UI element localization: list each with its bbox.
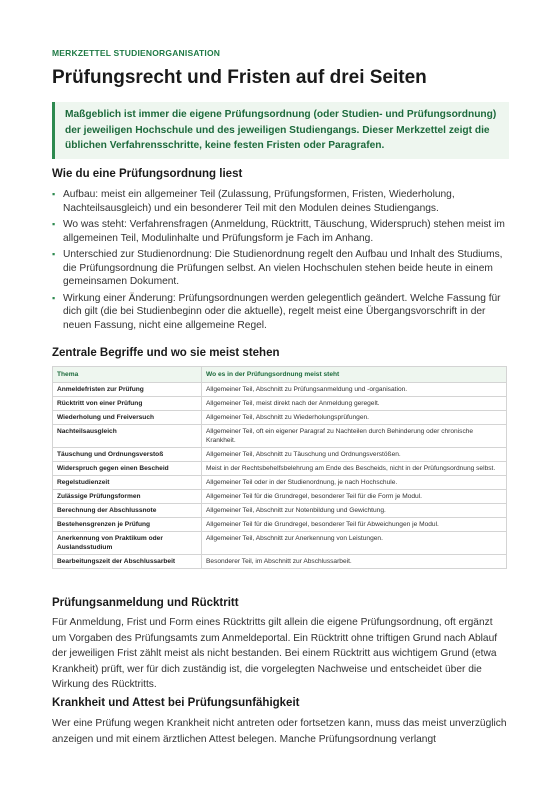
- section-heading-terms: Zentrale Begriffe und wo sie meist stehen: [52, 347, 280, 359]
- bullet-list: [52, 188, 509, 335]
- table-cell-location: Allgemeiner Teil, Abschnitt zu Wiederholungsprüfungen.: [202, 411, 507, 425]
- table-cell-topic: Bearbeitungszeit der Abschlussarbeit: [53, 555, 202, 569]
- table-cell-location: Allgemeiner Teil, Abschnitt zur Notenbildung und Gewichtung.: [202, 504, 507, 518]
- table-row: [53, 411, 507, 425]
- table-cell-topic: Widerspruch gegen einen Bescheid: [53, 462, 202, 476]
- table-row: [53, 462, 507, 476]
- table-cell-topic: Anmeldefristen zur Prüfung: [53, 383, 202, 397]
- paragraph-illness: Wer eine Prüfung wegen Krankheit nicht antreten oder fortsetzen kann, muss das meist unverzüglich anzeigen und mit einem ärztlichen Attest belegen. Manche Prüfungsordnung verlangt: [52, 718, 507, 745]
- table-row: [53, 425, 507, 448]
- table-cell-topic: Regelstudienzeit: [53, 476, 202, 490]
- table-row: [53, 518, 507, 532]
- bullet-icon: ▪: [52, 292, 56, 303]
- table-row: [53, 448, 507, 462]
- section-heading-registration: Prüfungsanmeldung und Rücktritt: [52, 597, 239, 609]
- table-cell-topic: Täuschung und Ordnungsverstoß: [53, 448, 202, 462]
- table-header-row: [53, 367, 507, 383]
- table-row: [53, 397, 507, 411]
- table-cell-location: Allgemeiner Teil, Abschnitt zu Täuschung und Ordnungsverstößen.: [202, 448, 507, 462]
- table-cell-topic: Zulässige Prüfungsformen: [53, 490, 202, 504]
- table-cell-topic: Nachteilsausgleich: [53, 425, 202, 448]
- bullet-icon: ▪: [52, 249, 56, 259]
- bullet-icon: ▪: [52, 219, 56, 229]
- table-cell-location: Besonderer Teil, im Abschnitt zur Abschlussarbeit.: [202, 555, 507, 569]
- bullet-icon: ▪: [52, 189, 56, 199]
- table-cell-location: Allgemeiner Teil für die Grundregel, besonderer Teil für Abweichungen je Modul.: [202, 518, 507, 532]
- list-item: ▪ Wirkung einer Änderung: Prüfungsordnungen werden gelegentlich geändert. Welche Fassung für dich gilt (die bei Studienbeginn oder die aktuelle), regelt meist eine Übergangsvorschrift in der neuen Fassung, nicht eine allgemeine Regel.: [52, 292, 501, 331]
- paragraph-registration: Für Anmeldung, Frist und Form eines Rücktritts gilt allein die eigene Prüfungsordnung, oft ergänzt um Vorgaben des Prüfungsamts zum Anmeldeportal. Ein Rücktritt ohne triftigen Grund nach Ablauf der jeweiligen Frist zählt meist als nicht bestanden. Bei einem Rücktritt aus wichtigem Grund (etwa Krankheit) prüft, wer für dich zuständig ist, die vorgelegten Nachweise und entscheidet über die Wirkung des Rücktritts.: [52, 617, 498, 690]
- list-item: ▪ Aufbau: meist ein allgemeiner Teil (Zulassung, Prüfungsformen, Fristen, Wiederholung, Nachteilsausgleich) und ein besonderer Teil mit den Modulen deines Studiengangs.: [52, 189, 455, 214]
- table-row: [53, 532, 507, 555]
- table-cell-location: Allgemeiner Teil oder in der Studienordnung, je nach Hochschule.: [202, 476, 507, 490]
- section-heading-illness: Krankheit und Attest bei Prüfungsunfähigkeit: [52, 697, 300, 709]
- table-cell-location: Allgemeiner Teil, oft ein eigener Paragraf zu Nachteilen durch Behinderung oder chronische Krankheit.: [202, 425, 507, 448]
- table-cell-topic: Anerkennung von Praktikum oder Auslandsstudium: [53, 532, 202, 555]
- section-heading-reading: Wie du eine Prüfungsordnung liest: [52, 168, 243, 180]
- table-row: [53, 476, 507, 490]
- list-item: ▪ Wo was steht: Verfahrensfragen (Anmeldung, Rücktritt, Täuschung, Widerspruch) stehen meist im allgemeinen Teil, Modulinhalte und Prüfungsform je Fach im Anhang.: [52, 219, 505, 244]
- table-cell-topic: Berechnung der Abschlussnote: [53, 504, 202, 518]
- table-cell-location: Allgemeiner Teil für die Grundregel, besonderer Teil für die Form je Modul.: [202, 490, 507, 504]
- terms-table: [52, 366, 507, 569]
- table-body: [53, 383, 507, 569]
- table-row: [53, 383, 507, 397]
- table-cell-location: Allgemeiner Teil, Abschnitt zur Anerkennung von Leistungen.: [202, 532, 507, 555]
- table-row: [53, 490, 507, 504]
- table-row: [53, 555, 507, 569]
- table-cell-topic: Bestehensgrenzen je Prüfung: [53, 518, 202, 532]
- table-row: [53, 504, 507, 518]
- table-cell-location: Allgemeiner Teil, meist direkt nach der Anmeldung geregelt.: [202, 397, 507, 411]
- table-cell-location: Allgemeiner Teil, Abschnitt zu Prüfungsanmeldung und -organisation.: [202, 383, 507, 397]
- table-cell-location: Meist in der Rechtsbehelfsbelehrung am Ende des Bescheids, nicht in der Prüfungsordnung selbst.: [202, 462, 507, 476]
- callout-box: Maßgeblich ist immer die eigene Prüfungsordnung (oder Studien- und Prüfungsordnung) der jeweiligen Hochschule und des jeweiligen Studiengangs. Dieser Merkzettel zeigt die üblichen Verfahrensschritte, keine festen Fristen oder Paragrafen.: [52, 102, 509, 159]
- column-header-location: Wo es in der Prüfungsordnung meist steht: [202, 367, 507, 383]
- column-header-topic: Thema: [53, 367, 202, 383]
- table-cell-topic: Wiederholung und Freiversuch: [53, 411, 202, 425]
- kicker-label: MERKZETTEL STUDIENORGANISATION: [52, 48, 221, 58]
- page-title: Prüfungsrecht und Fristen auf drei Seiten: [52, 67, 427, 88]
- table-cell-topic: Rücktritt von einer Prüfung: [53, 397, 202, 411]
- list-item: ▪ Unterschied zur Studienordnung: Die Studienordnung regelt den Aufbau und Inhalt des Studiums, die Prüfungsordnung die Prüfungen selbst. An vielen Hochschulen stehen beide heute in einem gemeinsamen Dokument.: [52, 249, 503, 287]
